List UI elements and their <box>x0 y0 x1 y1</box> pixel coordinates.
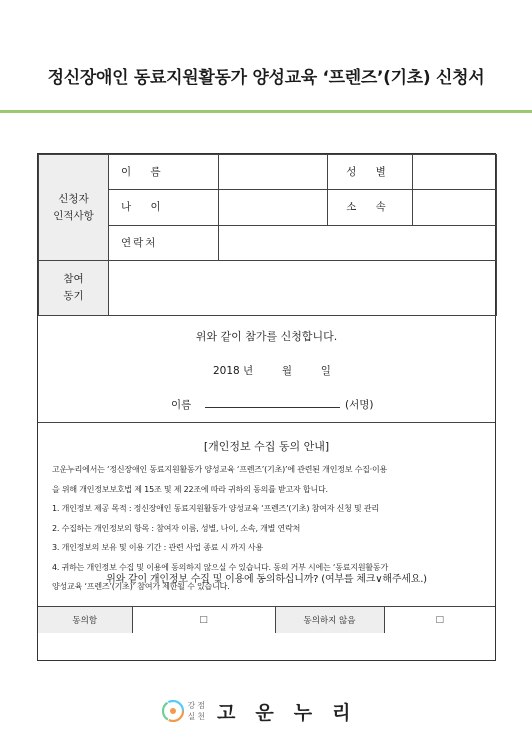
consent-heading: [개인정보 수집 동의 안내] <box>203 440 330 453</box>
motivation-label-line1: 참여 <box>63 273 84 285</box>
title-underline <box>0 110 532 113</box>
agree-label: 동의함 <box>38 607 132 633</box>
motivation-field[interactable] <box>109 261 497 316</box>
disagree-checkbox[interactable]: □ <box>435 615 444 625</box>
date-month[interactable]: 월 <box>281 365 293 377</box>
footer <box>0 694 532 728</box>
contact-field[interactable] <box>219 226 497 261</box>
pledge-statement: 위와 같이 참가를 신청합니다. <box>195 330 338 343</box>
consent-line: 양성교육 ‘프렌즈’(기초)’ 참여가 제한될 수 있습니다. <box>52 582 230 591</box>
consent-question: 위와 같이 개인정보 수집 및 이용에 동의하십니까? (여부를 체크∨해주세요.) <box>106 574 427 585</box>
age-label: 나 이 <box>109 190 219 226</box>
disagree-label: 동의하지 않음 <box>275 607 384 633</box>
consent-section <box>38 423 495 607</box>
consent-choice-table <box>38 607 495 633</box>
form-title: 정신장애인 동료지원활동가 양성교육 ‘프렌즈’(기초) 신청서 <box>47 68 485 88</box>
contact-label: 연락처 <box>109 226 219 261</box>
org-emblem-icon <box>162 700 184 722</box>
consent-line: 1. 개인정보 제공 목적 : 정신장애인 동료지원활동가 양성교육 ‘프렌즈’(기초) 참여자 신청 및 관리 <box>52 504 379 513</box>
signature-input[interactable] <box>205 397 340 408</box>
motivation-label-line2: 동기 <box>63 290 84 302</box>
signature-name-label: 이름 <box>171 399 192 411</box>
date-day[interactable]: 일 <box>320 365 331 377</box>
applicant-section-label <box>39 155 109 261</box>
name-label: 이 름 <box>109 155 219 190</box>
applicant-table <box>38 154 497 316</box>
gender-label: 성 별 <box>328 155 413 190</box>
affiliation-label: 소 속 <box>328 190 413 226</box>
consent-line: 고운누리에서는 ‘정신장애인 동료지원활동가 양성교육 ‘프렌즈’(기초)’에 관련된 개인정보 수집·이용 <box>52 465 388 474</box>
date-line <box>213 363 331 378</box>
agree-checkbox[interactable]: □ <box>132 607 275 633</box>
signature-label: (서명) <box>344 399 374 411</box>
applicant-label-line2: 인적사항 <box>53 209 94 222</box>
org-logo <box>162 698 371 725</box>
consent-line: 4. 귀하는 개인정보 수집 및 이용에 동의하지 않으실 수 있습니다. 동의 거부 시에는 ‘동료지원활동가 <box>52 562 388 572</box>
name-field[interactable] <box>219 155 328 190</box>
application-form <box>37 153 496 661</box>
age-field[interactable] <box>219 190 328 226</box>
slogan-line2: 실천 <box>187 712 208 721</box>
consent-line: 을 위해 개인정보보호법 제 15조 및 제 22조에 따라 귀하의 동의를 받고자 합니다. <box>52 484 328 494</box>
affiliation-field[interactable] <box>413 190 497 226</box>
org-name: 고운누리 <box>217 701 371 724</box>
signature-line <box>171 397 373 412</box>
consent-line: 3. 개인정보의 보유 및 이용 기간 : 관련 사업 종료 시 까지 사용 <box>52 543 263 552</box>
gender-field[interactable] <box>413 155 497 190</box>
date-year[interactable]: 2018 년 <box>213 365 254 377</box>
pledge-section <box>38 316 495 423</box>
applicant-label-line1: 신청자 <box>58 192 89 205</box>
consent-line: 2. 수집하는 개인정보의 항목 : 참여자 이름, 성별, 나이, 소속, 개별 연락처 <box>52 523 301 533</box>
motivation-label <box>39 261 109 316</box>
org-slogan <box>188 700 207 722</box>
slogan-line1: 강점 <box>187 701 208 710</box>
